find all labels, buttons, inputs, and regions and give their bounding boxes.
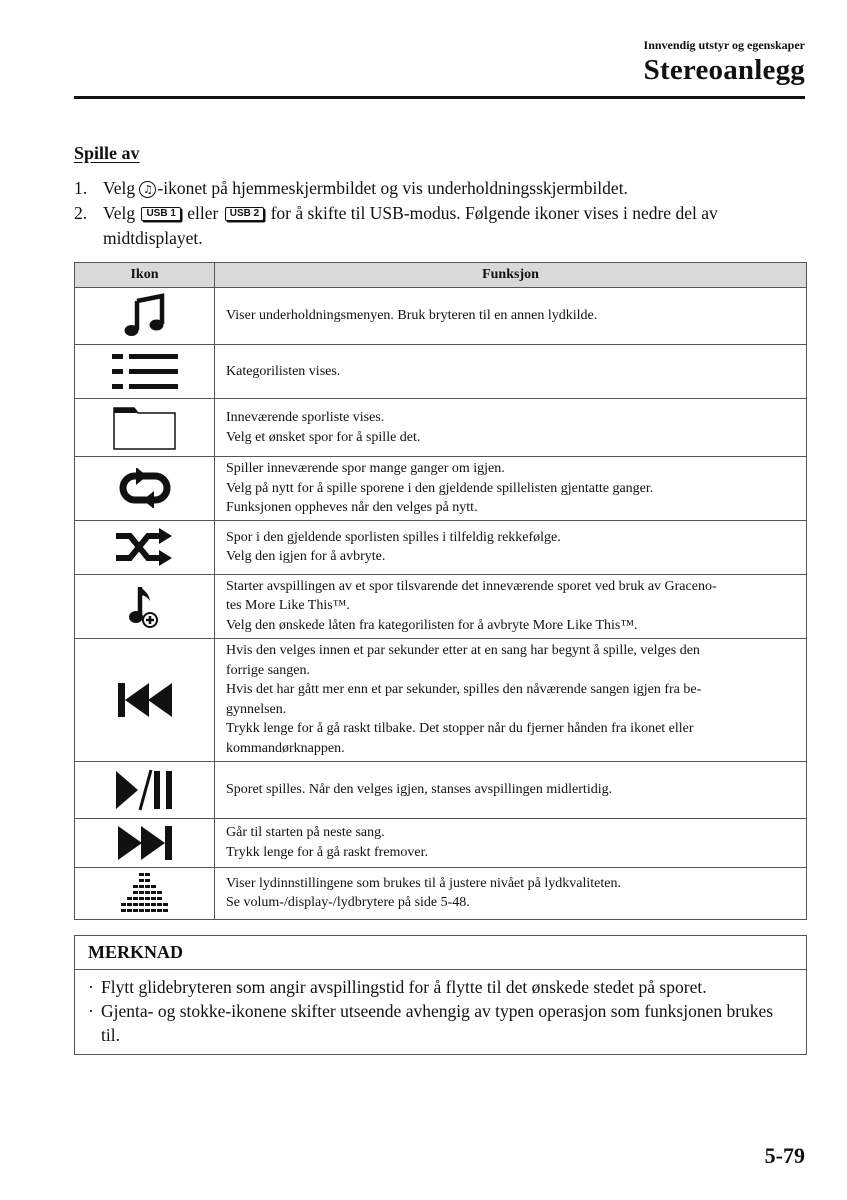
note-title: MERKNAD <box>75 936 806 970</box>
music-note-icon <box>75 293 214 339</box>
bullet-icon: · <box>88 977 94 997</box>
usb1-key-icon: USB 1 <box>141 207 180 221</box>
function-text: Sporet spilles. Når den velges igjen, stanses avspillingen midlertidig. <box>226 781 613 797</box>
previous-track-icon <box>75 681 214 719</box>
function-text: Funksjonen oppheves når den velges på nytt. <box>226 500 478 515</box>
function-text: kommandørknappen. <box>226 740 345 756</box>
function-text: Velg den igjen for å avbryte. <box>226 549 386 564</box>
note-item <box>88 975 793 999</box>
step-text: -ikonet på hjemmeskjermbildet og vis underholdningsskjermbildet. <box>157 178 628 198</box>
function-text: Viser lydinnstillingene som brukes til å justere nivået på lydkvaliteten. <box>226 875 621 891</box>
step-number: 2. <box>74 203 88 223</box>
instruction-steps <box>74 176 809 251</box>
table-row <box>75 399 807 457</box>
function-text: Hvis den velges innen et par sekunder etter at en sang har begynt å spille, velges den <box>226 643 700 658</box>
table-row <box>75 761 807 818</box>
icon-function-table <box>74 262 807 920</box>
function-text: Hvis det har gått mer enn et par sekunder, spilles den nåværende sangen igjen fra be- <box>226 682 702 697</box>
function-text: tes More Like This™. <box>226 598 350 614</box>
function-text: Starter avspillingen av et spor tilsvarende det inneværende sporet ved bruk av Graceno- <box>226 578 717 594</box>
column-header-icon: Ikon <box>75 263 215 288</box>
equalizer-icon <box>75 872 214 914</box>
header-divider <box>74 96 805 99</box>
function-text: Kategorilisten vises. <box>226 363 341 379</box>
function-text: Spiller inneværende spor mange ganger om igjen. <box>226 461 505 476</box>
step-1 <box>74 176 809 201</box>
table-row <box>75 867 807 919</box>
note-box <box>74 935 807 1055</box>
folder-icon <box>75 404 214 452</box>
play-pause-icon <box>75 769 214 811</box>
function-text: Spor i den gjeldende sporlisten spilles i tilfeldig rekkefølge. <box>226 529 561 545</box>
bullet-icon: · <box>88 1001 94 1021</box>
page-number: 5-79 <box>764 1143 805 1168</box>
function-text: Velg et ønsket spor for å spille det. <box>226 429 421 445</box>
function-text: Trykk lenge for å gå raskt tilbake. Det stopper når du fjerner hånden fra ikonet eller <box>226 721 694 736</box>
table-row <box>75 818 807 867</box>
function-text: Velg på nytt for å spille sporene i den gjeldende spillelisten gjentatte ganger. <box>226 480 654 496</box>
function-text: Går til starten på neste sang. <box>226 825 385 840</box>
function-text: Inneværende sporliste vises. <box>226 410 385 425</box>
chapter-title: Stereoanlegg <box>643 54 805 86</box>
table-header-row <box>75 263 807 288</box>
usb2-key-icon: USB 2 <box>225 207 264 221</box>
table-row <box>75 457 807 521</box>
function-text: Trykk lenge for å gå raskt fremover. <box>226 844 429 860</box>
table-row <box>75 638 807 761</box>
function-text: Viser underholdningsmenyen. Bruk bryteren til en annen lydkilde. <box>226 308 598 324</box>
column-header-function: Funksjon <box>215 263 807 288</box>
note-text: Flytt glidebryteren som angir avspillingstid for å flytte til det ønskede stedet på sporet. <box>101 977 707 997</box>
table-row <box>75 288 807 345</box>
list-icon <box>75 352 214 392</box>
chapter-subtitle: Innvendig utstyr og egenskaper <box>643 38 805 52</box>
table-row <box>75 520 807 574</box>
step-text: for å skifte til USB-modus. Følgende ikoner vises i nedre del av midtdisplayet. <box>103 203 718 248</box>
note-text: Gjenta- og stokke-ikonene skifter utseende avhengig av typen operasjon som funksjonen brukes til. <box>101 1001 774 1045</box>
repeat-icon <box>75 468 214 508</box>
step-number: 1. <box>74 178 88 198</box>
function-text: forrige sangen. <box>226 662 310 678</box>
table-row <box>75 574 807 638</box>
table-row <box>75 345 807 399</box>
note-item <box>88 999 793 1047</box>
shuffle-icon <box>75 527 214 567</box>
function-text: Velg den ønskede låten fra kategorilisten for å avbryte More Like This™. <box>226 617 638 633</box>
step-2 <box>74 201 809 251</box>
step-text: Velg <box>103 178 140 198</box>
function-text: Se volum-/display-/lydbrytere på side 5-48. <box>226 895 470 910</box>
function-text: gynnelsen. <box>226 701 287 717</box>
more-like-this-icon <box>75 583 214 629</box>
step-text: eller <box>182 203 223 223</box>
step-text: Velg <box>103 203 140 223</box>
music-circle-icon: ♫ <box>139 181 156 198</box>
next-track-icon <box>75 824 214 862</box>
section-title: Spille av <box>74 143 140 163</box>
